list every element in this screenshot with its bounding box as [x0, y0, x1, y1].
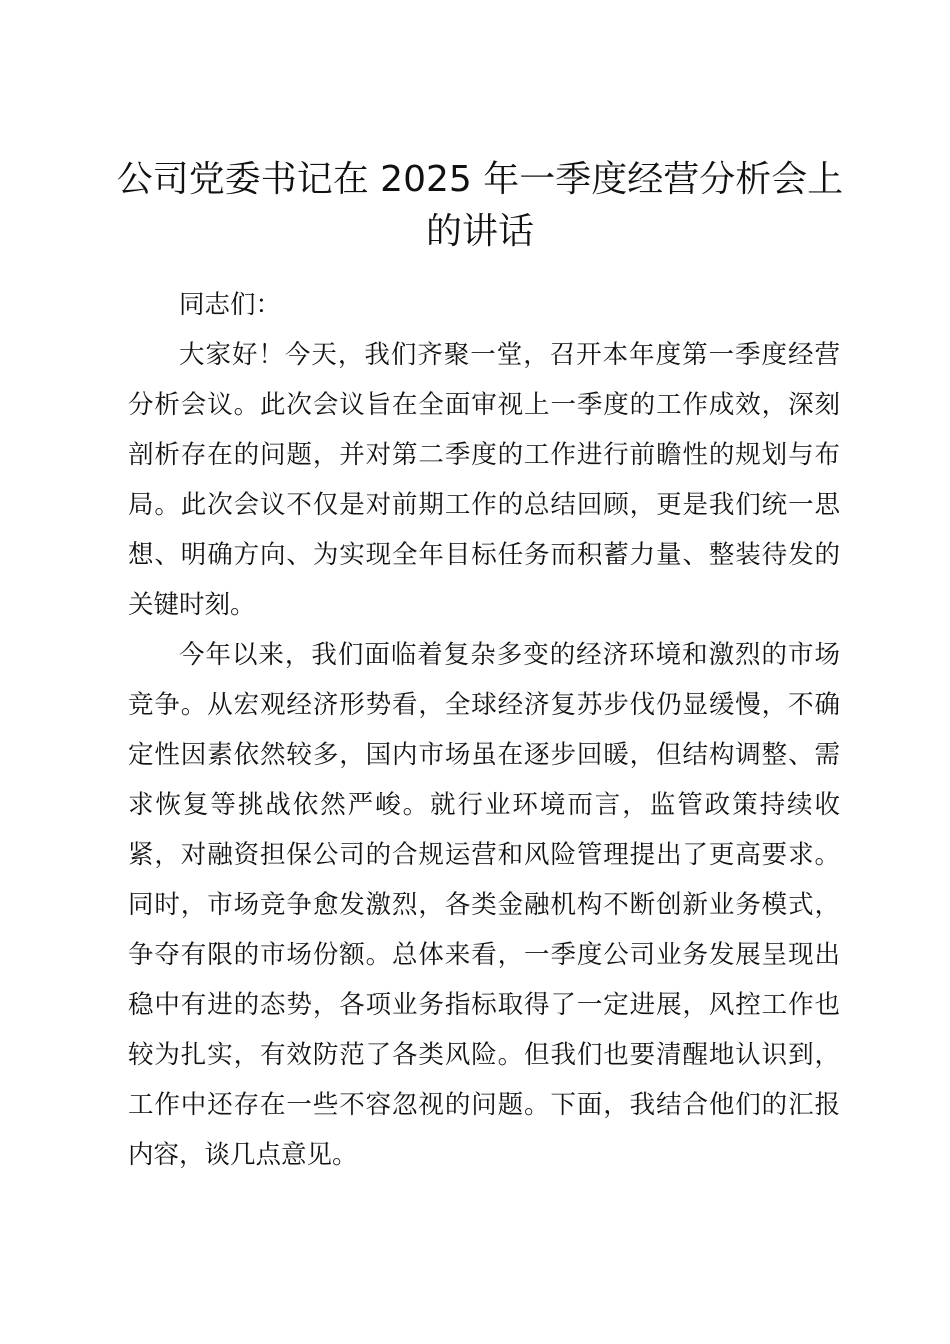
- paragraph-situation: 今年以来，我们面临着复杂多变的经济环境和激烈的市场竞争。从宏观经济形势看，全球经济复苏步伐仍显缓慢，不确定性因素依然较多，国内市场虽在逐步回暖，但结构调整、需求恢复等挑战依然严峻。就行业环境而言，监管政策持续收紧，对融资担保公司的合规运营和风险管理提出了更高要求。同时，市场竞争愈发激烈，各类金融机构不断创新业务模式，争夺有限的市场份额。总体来看，一季度公司业务发展呈现出稳中有进的态势，各项业务指标取得了一定进展，风控工作也较为扎实，有效防范了各类风险。但我们也要清醒地认识到，工作中还存在一些不容忽视的问题。下面，我结合他们的汇报内容，谈几点意见。: [128, 640, 840, 1170]
- salutation: 同志们：: [179, 290, 282, 320]
- document-body: [128, 280, 840, 1180]
- document-title: 公司党委书记在 2025 年一季度经营分析会上的讲话: [116, 159, 844, 252]
- paragraph-opening: 大家好！今天，我们齐聚一堂，召开本年度第一季度经营分析会议。此次会议旨在全面审视上一季度的工作成效，深刻剖析存在的问题，并对第二季度的工作进行前瞻性的规划与布局。此次会议不仅是对前期工作的总结回顾，更是我们统一思想、明确方向、为实现全年目标任务而积蓄力量、整装待发的关键时刻。: [128, 340, 840, 620]
